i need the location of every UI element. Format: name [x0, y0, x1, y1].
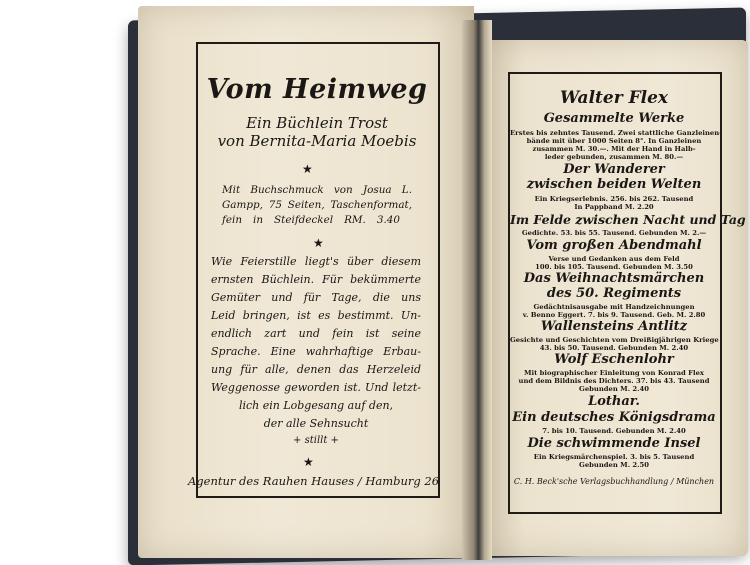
section-title: zwischen beiden Welten	[526, 177, 702, 192]
description-line: Gampp, 75 Seiten, Taschenformat,	[222, 199, 412, 211]
blurb-line: Wie Feierstille liegt's über diesem	[211, 255, 421, 268]
star-ornament: ★	[302, 162, 313, 176]
author-heading: Walter Flex	[559, 88, 669, 108]
blurb-line: der alle Sehnsucht	[263, 417, 369, 430]
section-detail: zusammen M. 30.—. Mit der Hand in Halb-	[532, 145, 696, 153]
section-title: des 50. Regiments	[546, 286, 682, 301]
description-line: fein in Steifdeckel RM. 3.40	[222, 214, 400, 226]
section-title: Das Weihnachtsmärchen	[523, 271, 705, 286]
section-title: Im Felde zwischen Nacht und Tag	[510, 212, 746, 227]
section-detail: 7. bis 10. Tausend. Gebunden M. 2.40	[542, 427, 686, 435]
section-detail: Erstes bis zehntes Tausend. Zwei stattliche Ganzleinen-	[510, 129, 723, 137]
section-detail: leder gebunden, zusammen M. 80.—	[544, 153, 684, 161]
blurb-line: ung für alle, denen das Herzeleid	[211, 363, 421, 376]
section-title: Der Wanderer	[563, 162, 665, 177]
blurb-line: + stillt +	[293, 435, 339, 446]
section-title: Die schwimmende Insel	[527, 436, 701, 451]
section-detail: Gesichte und Geschichten vom Dreißigjährigen Kriege	[510, 336, 719, 344]
blurb-line: endlich zart und fein ist seine	[211, 327, 421, 340]
section-detail: und dem Bildnis des Dichters. 37. bis 43. Tausend	[518, 377, 710, 385]
section-detail: 43. bis 50. Tausend. Gebunden M. 2.40	[539, 344, 689, 352]
section-detail: Gedichte. 53. bis 55. Tausend. Gebunden M. 2.—	[521, 229, 707, 237]
star-ornament: ★	[313, 236, 324, 250]
section-title: Gesammelte Werke	[543, 111, 685, 126]
blurb-line: Leid bringen, ist es bestimmt. Un-	[211, 309, 421, 322]
blurb-line: Gemüter und für Tage, die uns	[211, 291, 421, 304]
section-detail: Ein Kriegsmärchenspiel. 3. bis 5. Tausend	[533, 453, 695, 461]
section-title: Lothar.	[588, 394, 640, 409]
section-detail: Ein Kriegserlebnis. 256. bis 262. Tausend	[534, 195, 694, 203]
section-detail: Gedächtnisausgabe mit Handzeichnungen	[533, 303, 695, 311]
book-title: Vom Heimweg	[206, 74, 428, 105]
section-detail: Mit biographischer Einleitung von Konrad Flex	[524, 369, 704, 377]
star-ornament: ★	[303, 455, 314, 469]
book-subtitle: Ein Büchlein Trost	[246, 114, 388, 132]
publisher-name: C. H. Beck'sche Verlagsbuchhandlung / München	[513, 477, 715, 486]
section-detail: v. Benno Eggert. 7. bis 9. Tausend. Geb. M. 2.80	[522, 311, 706, 319]
section-title: Wallensteins Antlitz	[540, 319, 688, 334]
book-author: von Bernita-Maria Moebis	[217, 132, 417, 150]
blurb-line: ernsten Büchlein. Für bekümmerte	[211, 273, 421, 286]
section-detail: bände mit über 1000 Seiten 8°. In Ganzleinen	[526, 137, 702, 145]
section-title: Wolf Eschenlohr	[554, 352, 674, 367]
book-spine	[462, 20, 492, 560]
description-line: Mit Buchschmuck von Josua L.	[222, 184, 412, 196]
blurb-line: Weggenosse geworden ist. Und letzt-	[211, 381, 421, 394]
blurb-line: Sprache. Eine wahrhaftige Erbau-	[211, 345, 421, 358]
section-detail: Gebunden M. 2.40	[579, 385, 649, 393]
section-detail: Verse und Gedanken aus dem Feld	[548, 255, 680, 263]
publisher-name: Agentur des Rauhen Hauses / Hamburg 26	[188, 474, 440, 488]
section-detail: 100. bis 105. Tausend. Gebunden M. 3.50	[535, 263, 693, 271]
section-title: Vom großen Abendmahl	[526, 238, 702, 253]
blurb-line: lich ein Lobgesang auf den,	[238, 399, 394, 412]
section-detail: In Pappband M. 2.20	[574, 203, 654, 211]
section-title: Ein deutsches Königsdrama	[512, 410, 716, 425]
section-detail: Gebunden M. 2.50	[579, 461, 649, 469]
